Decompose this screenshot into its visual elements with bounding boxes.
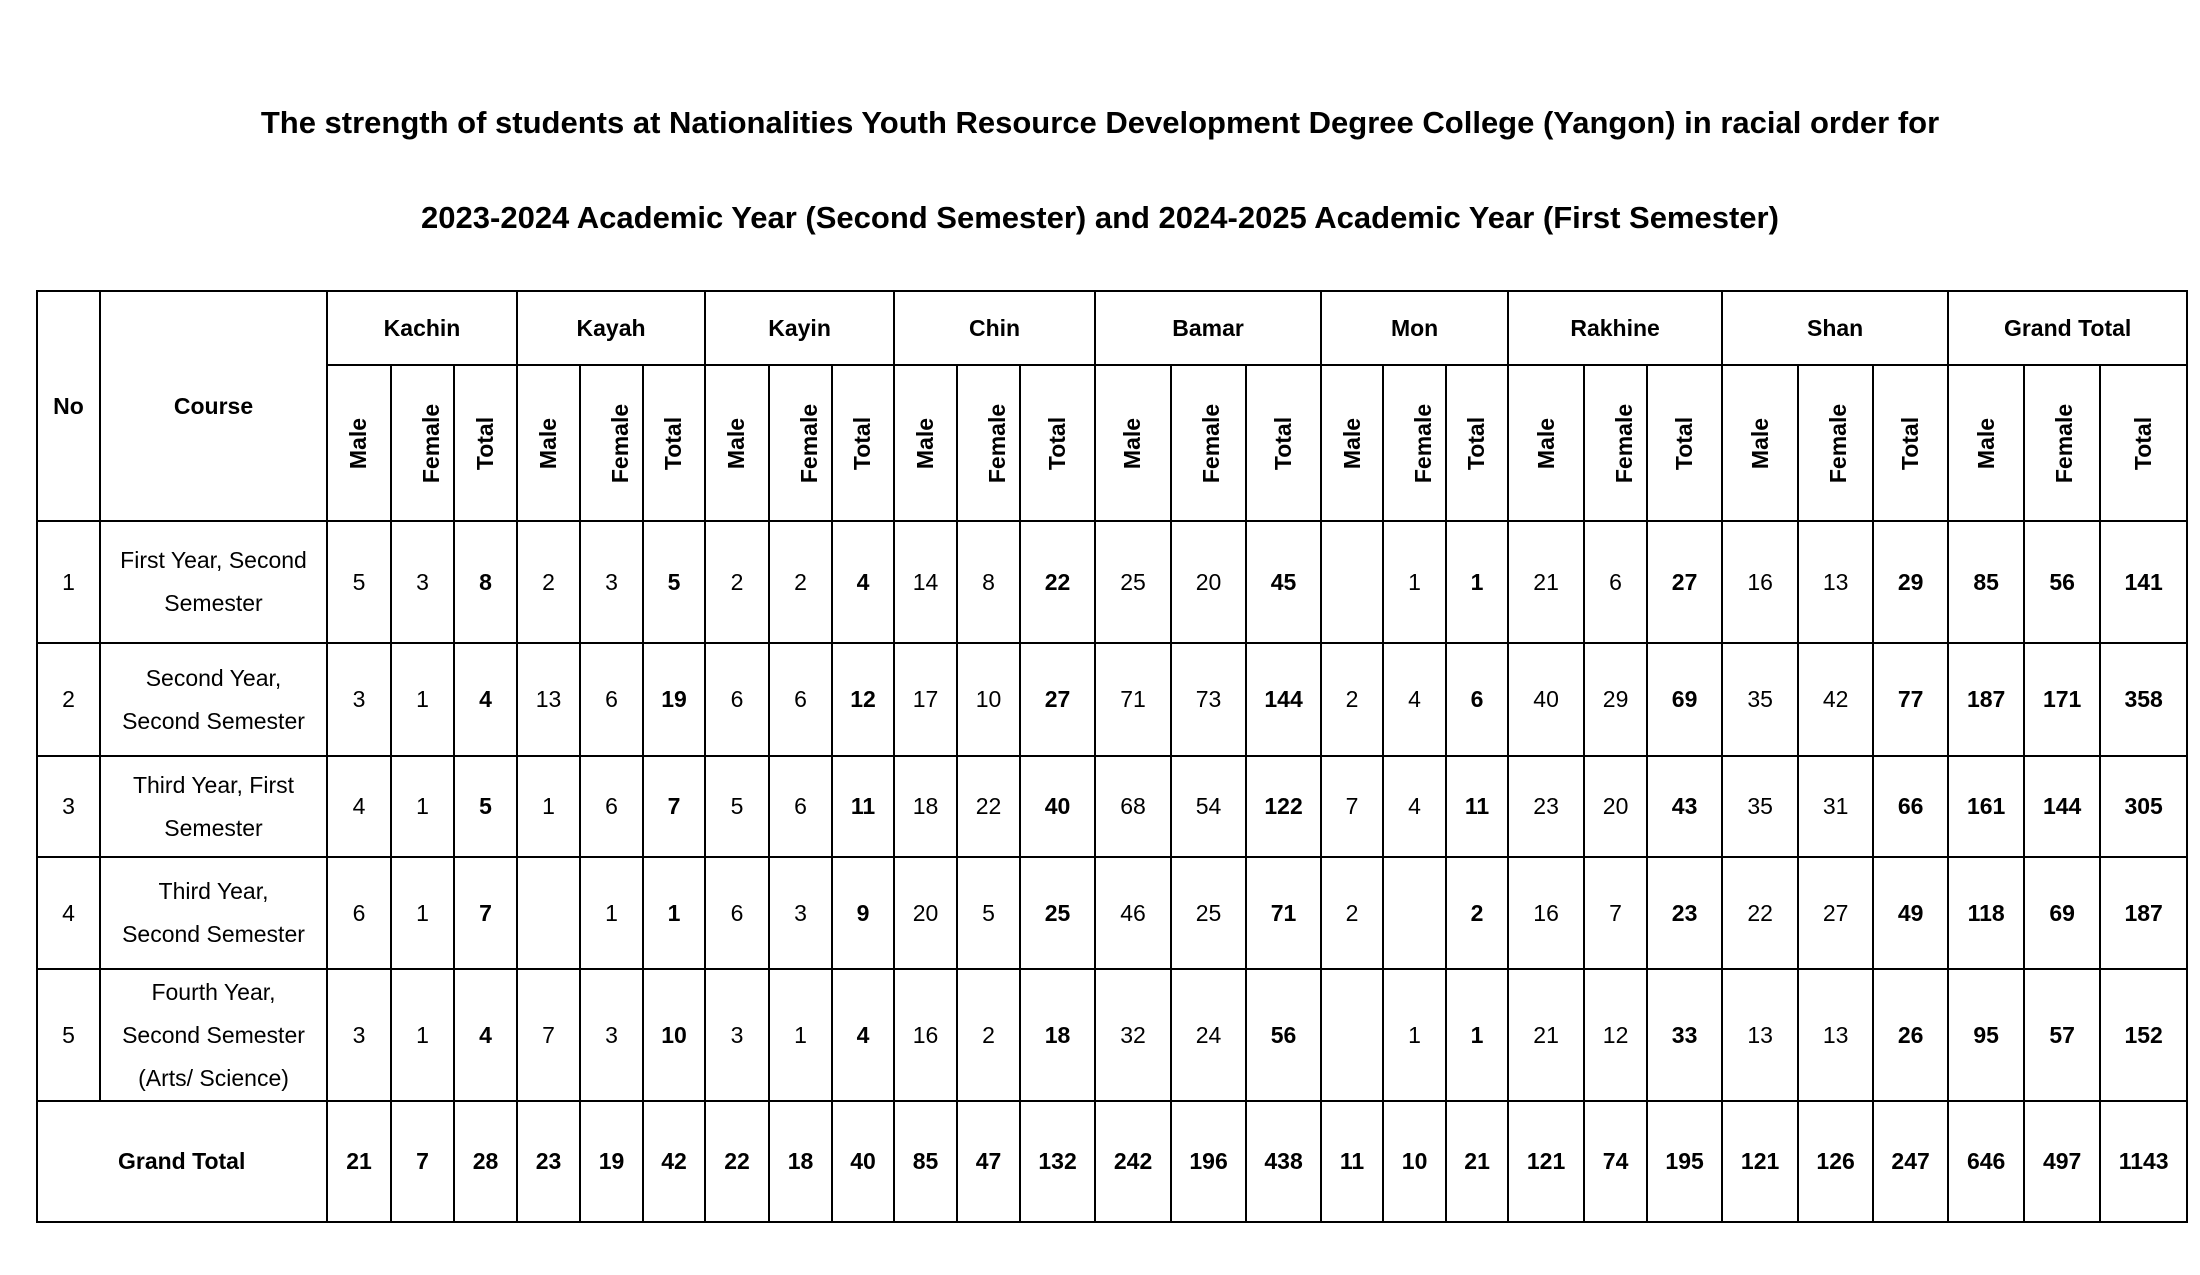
course-line: Second Year, <box>145 664 282 691</box>
cell-value: 1 <box>1446 521 1508 643</box>
grand-total-row <box>37 1101 2187 1222</box>
header-subcolumn <box>1508 365 1584 521</box>
subcolumn-label: Male <box>1338 417 1365 469</box>
subcolumn-label: Total <box>1463 416 1490 470</box>
header-group: Kayah <box>517 291 705 365</box>
cell-value: 46 <box>1095 857 1171 969</box>
header-subcolumn <box>894 365 957 521</box>
cell-value <box>517 857 580 969</box>
cell-value: 16 <box>1508 857 1584 969</box>
header-subcolumn <box>769 365 832 521</box>
cell-value: 22 <box>1722 857 1798 969</box>
cell-value: 5 <box>705 756 769 857</box>
cell-value: 25 <box>1020 857 1095 969</box>
cell-value: 4 <box>1383 756 1446 857</box>
header-subcolumn <box>705 365 769 521</box>
grand-total-value: 23 <box>517 1101 580 1222</box>
course-line: (Arts/ Science) <box>138 1064 289 1091</box>
subcolumn-label: Female <box>2051 403 2078 483</box>
cell-value: 6 <box>1584 521 1647 643</box>
cell-value: 42 <box>1798 643 1873 756</box>
header-subcolumn <box>957 365 1020 521</box>
course-line: Fourth Year, <box>151 978 276 1005</box>
cell-value: 17 <box>894 643 957 756</box>
cell-value: 27 <box>1647 521 1722 643</box>
cell-value: 26 <box>1873 969 1948 1101</box>
cell-value: 71 <box>1095 643 1171 756</box>
header-subcolumn <box>1446 365 1508 521</box>
header-no: No <box>37 291 100 521</box>
cell-value: 45 <box>1246 521 1321 643</box>
cell-value: 57 <box>2024 969 2100 1101</box>
header-subcolumn <box>327 365 391 521</box>
header-subcolumn <box>1722 365 1798 521</box>
cell-value: 20 <box>1584 756 1647 857</box>
cell-value: 71 <box>1246 857 1321 969</box>
cell-value: 3 <box>327 969 391 1101</box>
course-name <box>100 521 327 643</box>
cell-value: 10 <box>957 643 1020 756</box>
cell-value: 5 <box>327 521 391 643</box>
cell-value: 1 <box>391 857 454 969</box>
cell-value: 3 <box>327 643 391 756</box>
header-subcolumn <box>1647 365 1722 521</box>
cell-value: 144 <box>2024 756 2100 857</box>
header-subcolumn <box>1584 365 1647 521</box>
cell-value: 16 <box>1722 521 1798 643</box>
cell-value <box>1321 969 1383 1101</box>
cell-value: 16 <box>894 969 957 1101</box>
cell-value: 56 <box>1246 969 1321 1101</box>
cell-value: 20 <box>894 857 957 969</box>
cell-value: 171 <box>2024 643 2100 756</box>
header-subcolumn <box>1948 365 2024 521</box>
grand-total-label: Grand Total <box>37 1101 327 1222</box>
course-name <box>100 969 327 1101</box>
header-subcolumn <box>1798 365 1873 521</box>
cell-value: 3 <box>580 521 643 643</box>
cell-value: 23 <box>1647 857 1722 969</box>
cell-value: 13 <box>1798 969 1873 1101</box>
subcolumn-label: Female <box>607 403 634 483</box>
subcolumn-label: Male <box>1532 417 1559 469</box>
subcolumn-label: Male <box>1746 417 1773 469</box>
cell-value: 2 <box>517 521 580 643</box>
cell-value: 3 <box>580 969 643 1101</box>
row-number: 4 <box>37 857 100 969</box>
cell-value: 40 <box>1508 643 1584 756</box>
cell-value: 8 <box>454 521 517 643</box>
cell-value: 21 <box>1508 969 1584 1101</box>
cell-value: 8 <box>957 521 1020 643</box>
header-subcolumn <box>2100 365 2187 521</box>
cell-value: 1 <box>391 969 454 1101</box>
cell-value: 25 <box>1171 857 1246 969</box>
row-number: 2 <box>37 643 100 756</box>
title-line-2: 2023-2024 Academic Year (Second Semester) and 2024-2025 Academic Year (First Semester) <box>421 200 1779 235</box>
cell-value: 152 <box>2100 969 2187 1101</box>
table-row <box>37 857 2187 969</box>
cell-value: 29 <box>1873 521 1948 643</box>
header-subcolumn <box>580 365 643 521</box>
grand-total-value: 242 <box>1095 1101 1171 1222</box>
header-subcolumn <box>517 365 580 521</box>
subcolumn-label: Total <box>849 416 876 470</box>
subcolumn-label: Female <box>418 403 445 483</box>
cell-value: 68 <box>1095 756 1171 857</box>
grand-total-value: 40 <box>832 1101 894 1222</box>
cell-value: 7 <box>643 756 705 857</box>
header-group: Kayin <box>705 291 894 365</box>
grand-total-value: 247 <box>1873 1101 1948 1222</box>
cell-value: 23 <box>1508 756 1584 857</box>
cell-value: 69 <box>2024 857 2100 969</box>
cell-value: 73 <box>1171 643 1246 756</box>
header-group: Rakhine <box>1508 291 1722 365</box>
cell-value: 22 <box>957 756 1020 857</box>
cell-value: 187 <box>1948 643 2024 756</box>
cell-value: 33 <box>1647 969 1722 1101</box>
cell-value: 358 <box>2100 643 2187 756</box>
grand-total-value: 438 <box>1246 1101 1321 1222</box>
row-number: 3 <box>37 756 100 857</box>
course-name <box>100 857 327 969</box>
cell-value: 1 <box>643 857 705 969</box>
table-row <box>37 756 2187 857</box>
cell-value: 5 <box>643 521 705 643</box>
grand-total-value: 28 <box>454 1101 517 1222</box>
cell-value: 6 <box>1446 643 1508 756</box>
cell-value: 31 <box>1798 756 1873 857</box>
cell-value: 6 <box>705 643 769 756</box>
grand-total-value: 7 <box>391 1101 454 1222</box>
grand-total-value: 21 <box>327 1101 391 1222</box>
table-row <box>37 521 2187 643</box>
subcolumn-label: Female <box>1611 403 1638 483</box>
course-line: Semester <box>164 814 263 841</box>
cell-value: 18 <box>894 756 957 857</box>
cell-value: 13 <box>1798 521 1873 643</box>
grand-total-value: 74 <box>1584 1101 1647 1222</box>
cell-value: 7 <box>517 969 580 1101</box>
cell-value: 4 <box>832 521 894 643</box>
cell-value: 6 <box>769 643 832 756</box>
cell-value: 40 <box>1020 756 1095 857</box>
grand-total-value: 47 <box>957 1101 1020 1222</box>
grand-total-value: 646 <box>1948 1101 2024 1222</box>
cell-value: 4 <box>454 969 517 1101</box>
header-subcolumn <box>1383 365 1446 521</box>
course-name <box>100 643 327 756</box>
header-group: Bamar <box>1095 291 1321 365</box>
cell-value: 6 <box>580 756 643 857</box>
cell-value: 3 <box>391 521 454 643</box>
cell-value: 85 <box>1948 521 2024 643</box>
cell-value: 3 <box>705 969 769 1101</box>
cell-value: 1 <box>1383 521 1446 643</box>
cell-value: 2 <box>1321 857 1383 969</box>
subcolumn-label: Total <box>1897 416 1924 470</box>
header-subcolumn <box>1321 365 1383 521</box>
subcolumn-label: Female <box>1825 403 1852 483</box>
row-number: 5 <box>37 969 100 1101</box>
cell-value: 32 <box>1095 969 1171 1101</box>
cell-value: 187 <box>2100 857 2187 969</box>
cell-value: 14 <box>894 521 957 643</box>
course-line: First Year, Second <box>120 547 307 573</box>
header-course: Course <box>100 291 327 521</box>
cell-value: 13 <box>1722 969 1798 1101</box>
cell-value: 2 <box>957 969 1020 1101</box>
cell-value: 1 <box>769 969 832 1101</box>
course-line: Third Year, First <box>132 771 295 798</box>
cell-value: 1 <box>580 857 643 969</box>
header-group: Kachin <box>327 291 517 365</box>
cell-value: 4 <box>832 969 894 1101</box>
cell-value: 1 <box>391 756 454 857</box>
cell-value: 13 <box>517 643 580 756</box>
course-name <box>100 756 327 857</box>
cell-value: 6 <box>769 756 832 857</box>
course-line: Second Semester <box>122 707 305 734</box>
grand-total-value: 19 <box>580 1101 643 1222</box>
cell-value: 27 <box>1798 857 1873 969</box>
grand-total-value: 21 <box>1446 1101 1508 1222</box>
cell-value <box>1321 521 1383 643</box>
cell-value: 25 <box>1095 521 1171 643</box>
grand-total-value: 497 <box>2024 1101 2100 1222</box>
row-number: 1 <box>37 521 100 643</box>
grand-total-value: 42 <box>643 1101 705 1222</box>
cell-value: 4 <box>1383 643 1446 756</box>
cell-value: 10 <box>643 969 705 1101</box>
cell-value: 7 <box>1321 756 1383 857</box>
header-subcolumn <box>1171 365 1246 521</box>
cell-value: 35 <box>1722 756 1798 857</box>
cell-value: 49 <box>1873 857 1948 969</box>
cell-value: 6 <box>327 857 391 969</box>
subcolumn-label: Female <box>984 403 1011 483</box>
cell-value: 95 <box>1948 969 2024 1101</box>
cell-value: 7 <box>1584 857 1647 969</box>
header-subcolumn <box>391 365 454 521</box>
cell-value: 29 <box>1584 643 1647 756</box>
cell-value: 77 <box>1873 643 1948 756</box>
cell-value: 1 <box>517 756 580 857</box>
cell-value: 11 <box>1446 756 1508 857</box>
cell-value: 6 <box>705 857 769 969</box>
cell-value: 4 <box>454 643 517 756</box>
cell-value: 18 <box>1020 969 1095 1101</box>
subcolumn-label: Total <box>1044 416 1071 470</box>
table-row <box>37 969 2187 1101</box>
cell-value: 2 <box>769 521 832 643</box>
grand-total-value: 121 <box>1508 1101 1584 1222</box>
grand-total-value: 22 <box>705 1101 769 1222</box>
cell-value: 2 <box>705 521 769 643</box>
cell-value: 9 <box>832 857 894 969</box>
header-group: Shan <box>1722 291 1948 365</box>
header-subcolumn <box>2024 365 2100 521</box>
cell-value: 6 <box>580 643 643 756</box>
course-line: Semester <box>164 590 263 616</box>
grand-total-value: 195 <box>1647 1101 1722 1222</box>
cell-value: 12 <box>1584 969 1647 1101</box>
header-subcolumn <box>1020 365 1095 521</box>
grand-total-value: 10 <box>1383 1101 1446 1222</box>
student-strength-table <box>36 290 2188 1223</box>
grand-total-value: 1143 <box>2100 1101 2187 1222</box>
subcolumn-label: Total <box>472 416 499 470</box>
cell-value: 69 <box>1647 643 1722 756</box>
subcolumn-label: Male <box>535 417 562 469</box>
cell-value: 2 <box>1321 643 1383 756</box>
cell-value: 5 <box>957 857 1020 969</box>
cell-value: 19 <box>643 643 705 756</box>
cell-value: 141 <box>2100 521 2187 643</box>
subcolumn-label: Male <box>912 417 939 469</box>
grand-total-value: 196 <box>1171 1101 1246 1222</box>
header-subcolumn <box>1873 365 1948 521</box>
header-group: Chin <box>894 291 1095 365</box>
course-line: Third Year, <box>158 878 269 904</box>
header-subcolumn <box>643 365 705 521</box>
cell-value: 43 <box>1647 756 1722 857</box>
course-line: Second Semester <box>122 921 305 947</box>
grand-total-value: 85 <box>894 1101 957 1222</box>
course-line: Second Semester <box>122 1021 305 1048</box>
cell-value: 24 <box>1171 969 1246 1101</box>
subcolumn-label: Male <box>1972 417 1999 469</box>
cell-value: 11 <box>832 756 894 857</box>
cell-value: 54 <box>1171 756 1246 857</box>
cell-value: 56 <box>2024 521 2100 643</box>
grand-total-value: 132 <box>1020 1101 1095 1222</box>
cell-value: 7 <box>454 857 517 969</box>
cell-value: 1 <box>391 643 454 756</box>
cell-value: 12 <box>832 643 894 756</box>
cell-value: 20 <box>1171 521 1246 643</box>
subcolumn-label: Male <box>1119 417 1146 469</box>
header-subcolumn <box>1246 365 1321 521</box>
header-group: Grand Total <box>1948 291 2187 365</box>
subcolumn-label: Total <box>1671 416 1698 470</box>
cell-value: 5 <box>454 756 517 857</box>
cell-value: 4 <box>327 756 391 857</box>
subcolumn-label: Male <box>723 417 750 469</box>
subcolumn-label: Total <box>2130 416 2157 470</box>
header-group: Mon <box>1321 291 1508 365</box>
header-subcolumn <box>454 365 517 521</box>
cell-value: 1 <box>1383 969 1446 1101</box>
subcolumn-label: Female <box>796 403 823 483</box>
cell-value: 3 <box>769 857 832 969</box>
title-line-1: The strength of students at Nationalities Youth Resource Development Degree College (Yangon) in racial order for <box>260 105 1940 140</box>
grand-total-value: 11 <box>1321 1101 1383 1222</box>
cell-value <box>1383 857 1446 969</box>
subcolumn-label: Female <box>1410 403 1437 483</box>
cell-value: 161 <box>1948 756 2024 857</box>
header-subcolumn <box>1095 365 1171 521</box>
grand-total-value: 121 <box>1722 1101 1798 1222</box>
header-subcolumn <box>832 365 894 521</box>
subcolumn-label: Total <box>660 416 687 470</box>
subcolumn-label: Female <box>1198 403 1225 483</box>
cell-value: 21 <box>1508 521 1584 643</box>
cell-value: 144 <box>1246 643 1321 756</box>
cell-value: 66 <box>1873 756 1948 857</box>
grand-total-value: 126 <box>1798 1101 1873 1222</box>
cell-value: 122 <box>1246 756 1321 857</box>
cell-value: 22 <box>1020 521 1095 643</box>
subcolumn-label: Male <box>345 417 372 469</box>
table-row <box>37 643 2187 756</box>
cell-value: 1 <box>1446 969 1508 1101</box>
cell-value: 35 <box>1722 643 1798 756</box>
cell-value: 27 <box>1020 643 1095 756</box>
cell-value: 2 <box>1446 857 1508 969</box>
grand-total-value: 18 <box>769 1101 832 1222</box>
cell-value: 305 <box>2100 756 2187 857</box>
subcolumn-label: Total <box>1270 416 1297 470</box>
cell-value: 118 <box>1948 857 2024 969</box>
